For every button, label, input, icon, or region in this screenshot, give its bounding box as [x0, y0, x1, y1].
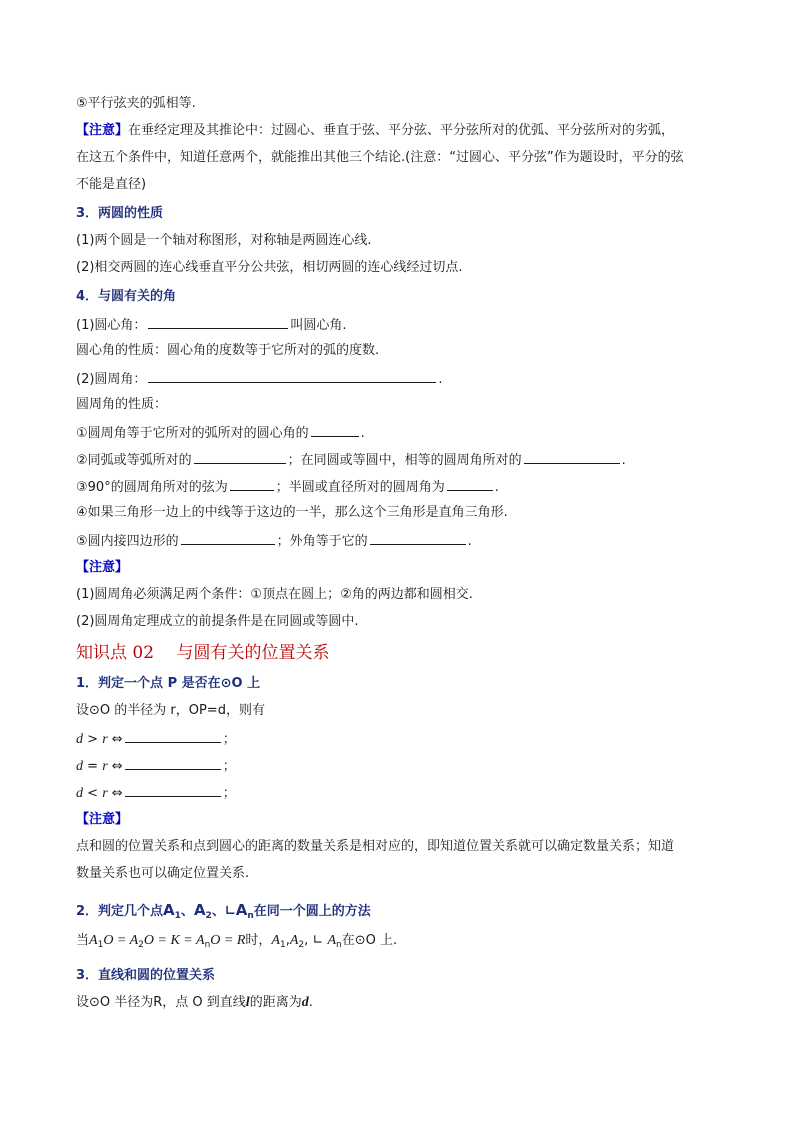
paragraph: (1)圆周角必须满足两个条件：①顶点在圆上；②角的两边都和圆相交.	[76, 587, 473, 602]
math: l	[245, 995, 250, 1010]
paragraph: 点和圆的位置关系和点到圆心的距离的数量关系是相对应的，即知道位置关系就可以确定数量关系；知道	[76, 839, 675, 854]
math: d	[301, 995, 309, 1010]
math: A	[271, 933, 280, 948]
section-title: 知识点 02 与圆有关的位置关系	[76, 643, 330, 663]
label: 叫圆心角.	[290, 318, 347, 333]
note-tag: 【注意】	[76, 812, 129, 827]
math: n	[204, 940, 211, 950]
math: 1	[174, 911, 181, 921]
label: .	[621, 453, 626, 468]
iff-symbol: ⇔	[111, 786, 123, 801]
subheading: 4．与圆有关的角	[76, 289, 177, 304]
label: .	[467, 534, 472, 549]
iff-symbol: ⇔	[111, 759, 123, 774]
paragraph: 圆周角的性质：	[76, 397, 168, 412]
paragraph: (2)圆周角定理成立的前提条件是在同圆或等圆中.	[76, 614, 359, 629]
label: ；在同圆或等圆中，相等的圆周角所对的	[287, 453, 522, 468]
blank[interactable]	[194, 451, 286, 464]
fill-line	[76, 478, 499, 496]
math: A	[163, 901, 175, 919]
math: A	[235, 901, 248, 919]
fill-line	[76, 424, 365, 442]
blank[interactable]	[148, 370, 436, 383]
label: ②同弧或等弧所对的	[76, 453, 192, 468]
subheading: 1．判定一个点 P 是否在⊙O 上	[76, 676, 261, 691]
blank[interactable]	[125, 730, 221, 743]
label: ；半圆或直径所对的圆周角为	[275, 480, 445, 495]
note-text-line: 在这五个条件中，知道任意两个，就能推出其他三个结论.(注意：“过圆心、平分弦”作为题设时，平分的弦	[76, 150, 684, 165]
label: 设⊙O 半径为R，点 O 到直线	[76, 995, 246, 1010]
label: (1)圆心角：	[76, 318, 147, 333]
label: .	[360, 426, 365, 441]
relation-line	[76, 784, 236, 802]
blank[interactable]	[125, 784, 221, 797]
label: ；	[222, 786, 236, 801]
label: 2．判定几个点	[76, 904, 164, 919]
label: 的距离为	[249, 995, 302, 1010]
label: 当	[76, 933, 90, 948]
blank[interactable]	[524, 451, 620, 464]
label: ；外角等于它的	[276, 534, 368, 549]
math: A	[89, 933, 98, 948]
paragraph	[76, 995, 313, 1011]
math: O = R	[210, 933, 246, 948]
subheading: 3．直线和圆的位置关系	[76, 968, 216, 983]
paragraph: ④如果三角形一边上的中线等于这边的一半，那么这个三角形是直角三角形.	[76, 505, 508, 520]
math: d	[76, 759, 83, 774]
note-tag: 【注意】	[76, 123, 129, 138]
blank[interactable]	[181, 532, 275, 545]
math: O = A	[103, 933, 139, 948]
label: ③90°的圆周角所对的弦为	[76, 480, 228, 495]
math: r	[102, 786, 108, 801]
relation-line	[76, 757, 236, 775]
note-paragraph	[76, 123, 674, 139]
label: ；	[222, 759, 236, 774]
condition-line: 当$A_1O = A_2O = K = A_nO = R$时，$A_1,A_2$, ∟ $A_n$在⊙O 上.	[76, 933, 398, 950]
label: ；	[222, 732, 236, 747]
blank[interactable]	[148, 316, 288, 329]
label: .	[438, 372, 443, 387]
blank[interactable]	[230, 478, 274, 491]
math: O = K = A	[143, 933, 205, 948]
paragraph: 数量关系也可以确定位置关系.	[76, 866, 250, 881]
math: n	[247, 911, 254, 921]
note-tag: 【注意】	[76, 560, 129, 575]
label: 时，	[245, 933, 272, 948]
math: d	[76, 732, 83, 747]
note-text: 在垂经定理及其推论中：过圆心、垂直于弦、平分弦、平分弦所对的优弧、平分弦所对的劣弧，	[128, 123, 675, 138]
label: ①圆周角等于它所对的弧所对的圆心角的	[76, 426, 309, 441]
label: 在同一个圆上的方法	[253, 904, 371, 919]
blank[interactable]	[311, 424, 359, 437]
math: A	[193, 901, 206, 919]
fill-line	[76, 532, 472, 550]
blank[interactable]	[370, 532, 466, 545]
math: 1	[279, 940, 286, 950]
label: 在⊙O 上.	[341, 933, 398, 948]
math: 2	[298, 940, 305, 950]
math: <	[87, 786, 99, 801]
paragraph: 设⊙O 的半径为 r，OP=d，则有	[76, 703, 265, 718]
paragraph: ⑤平行弦夹的弧相等.	[76, 96, 196, 111]
math: =	[87, 759, 99, 774]
note-text-line: 不能是直径)	[76, 177, 147, 192]
label: .	[494, 480, 499, 495]
label: 、∟	[211, 904, 236, 919]
paragraph: (2)相交两圆的连心线垂直平分公共弦，相切两圆的连心线经过切点.	[76, 260, 463, 275]
paragraph: (1)两个圆是一个轴对称图形，对称轴是两圆连心线.	[76, 233, 372, 248]
label: 、	[180, 904, 194, 919]
blank[interactable]	[125, 757, 221, 770]
label: ⑤圆内接四边形的	[76, 534, 179, 549]
math: 1	[97, 940, 104, 950]
iff-symbol: ⇔	[111, 732, 123, 747]
math: 2	[205, 911, 212, 921]
label: .	[308, 995, 313, 1010]
math: A	[289, 933, 299, 948]
math: d	[76, 786, 83, 801]
math: n	[336, 940, 342, 950]
subheading: 3．两圆的性质	[76, 206, 164, 221]
fill-line	[76, 370, 443, 388]
math: A	[327, 933, 336, 948]
math: r	[102, 759, 108, 774]
blank[interactable]	[447, 478, 493, 491]
relation-line	[76, 730, 236, 748]
label: (2)圆周角：	[76, 372, 147, 387]
fill-line	[76, 316, 347, 334]
math: 2	[138, 940, 144, 950]
math: >	[87, 732, 99, 747]
subheading	[76, 902, 371, 924]
paragraph: 圆心角的性质：圆心角的度数等于它所对的弧的度数.	[76, 343, 380, 358]
fill-line	[76, 451, 626, 469]
math: r	[102, 732, 108, 747]
